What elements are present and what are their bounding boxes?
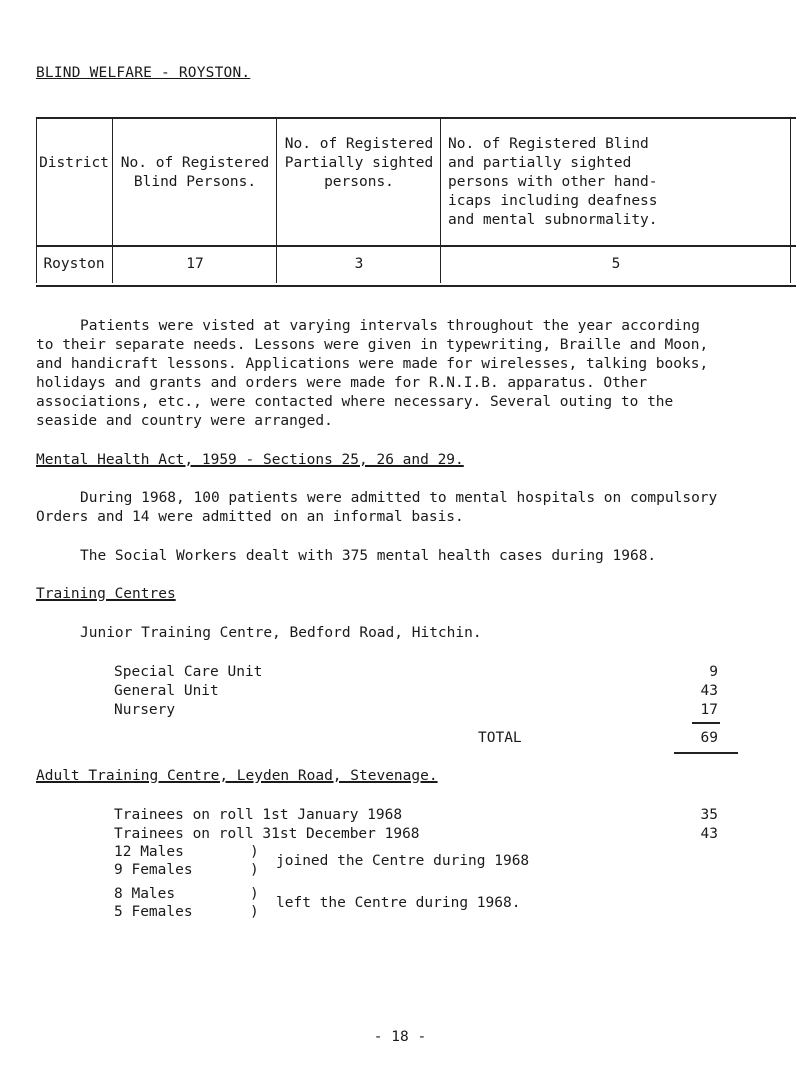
header-other-line5: and mental subnormality. <box>448 212 658 228</box>
paragraph-line: seaside and country were arranged. <box>36 413 333 429</box>
unit-label: General Unit <box>114 683 219 699</box>
paragraph-line: and handicraft lessons. Applications were made for wirelesses, talking books, <box>36 356 709 372</box>
row-blind-count: 17 <box>186 256 204 272</box>
total-rule <box>692 722 720 724</box>
unit-label: Nursery <box>114 702 176 718</box>
row-partial-count: 3 <box>354 256 364 272</box>
header-other-line1: No. of Registered Blind <box>448 136 649 152</box>
unit-value: 17 <box>700 702 718 718</box>
paragraph-social-workers: The Social Workers dealt with 375 mental health cases during 1968. <box>80 548 657 564</box>
adult-centre-heading: Adult Training Centre, Leyden Road, Stevenage. <box>36 768 438 784</box>
joined-females: 9 Females <box>114 862 193 878</box>
left-text: left the Centre during 1968. <box>276 895 521 911</box>
unit-value: 9 <box>709 664 718 680</box>
paragraph-line: Patients were visted at varying intervals throughout the year according <box>80 318 700 334</box>
bracket: ) <box>250 904 259 920</box>
page-title: BLIND WELFARE - ROYSTON. <box>36 65 251 81</box>
roll-start-label: Trainees on roll 1st January 1968 <box>114 807 403 823</box>
unit-label: Special Care Unit <box>114 664 263 680</box>
table-bottom-border <box>36 285 796 287</box>
joined-males: 12 Males <box>114 844 184 860</box>
paragraph-line: During 1968, 100 patients were admitted to mental hospitals on compulsory <box>80 490 718 506</box>
header-other-line3: persons with other hand- <box>448 174 658 190</box>
header-other-line2: and partially sighted <box>448 155 632 171</box>
paragraph-line: Orders and 14 were admitted on an informal basis. <box>36 509 464 525</box>
header-district: District <box>39 155 109 171</box>
table-divider <box>112 119 113 283</box>
total-value: 69 <box>700 730 718 746</box>
header-partial-line2: Partially sighted <box>284 155 434 171</box>
total-label: TOTAL <box>478 730 522 746</box>
left-males: 8 Males <box>114 886 176 902</box>
bracket: ) <box>250 844 259 860</box>
roll-start-value: 35 <box>700 807 718 823</box>
section-heading-mental-health: Mental Health Act, 1959 - Sections 25, 26 and 29. <box>36 452 464 468</box>
roll-end-label: Trainees on roll 31st December 1968 <box>114 826 420 842</box>
roll-end-value: 43 <box>700 826 718 842</box>
table-top-border <box>36 117 796 119</box>
left-females: 5 Females <box>114 904 193 920</box>
header-blind-line1: No. of Registered <box>120 155 270 171</box>
bracket: ) <box>250 862 259 878</box>
page-number: - 18 - <box>373 1029 427 1045</box>
bracket: ) <box>250 886 259 902</box>
table-right-border <box>790 119 791 283</box>
header-partial-line3: persons. <box>324 174 394 190</box>
paragraph-line: associations, etc., were contacted where necessary. Several outing to the <box>36 394 674 410</box>
paragraph-line: to their separate needs. Lessons were given in typewriting, Braille and Moon, <box>36 337 709 353</box>
section-heading-training-centres: Training Centres <box>36 586 176 602</box>
table-header-border <box>36 245 796 247</box>
unit-value: 43 <box>700 683 718 699</box>
paragraph-line: holidays and grants and orders were made for R.N.I.B. apparatus. Other <box>36 375 648 391</box>
header-other-line4: icaps including deafness <box>448 193 658 209</box>
blind-welfare-table <box>36 117 796 289</box>
table-divider <box>440 119 441 283</box>
junior-centre-heading: Junior Training Centre, Bedford Road, Hitchin. <box>80 625 482 641</box>
header-partial-line1: No. of Registered <box>284 136 434 152</box>
row-district: Royston <box>43 256 105 272</box>
joined-text: joined the Centre during 1968 <box>276 853 530 869</box>
row-other-count: 5 <box>611 256 621 272</box>
header-blind-line2: Blind Persons. <box>133 174 257 190</box>
total-double-rule <box>674 752 738 754</box>
table-divider <box>276 119 277 283</box>
